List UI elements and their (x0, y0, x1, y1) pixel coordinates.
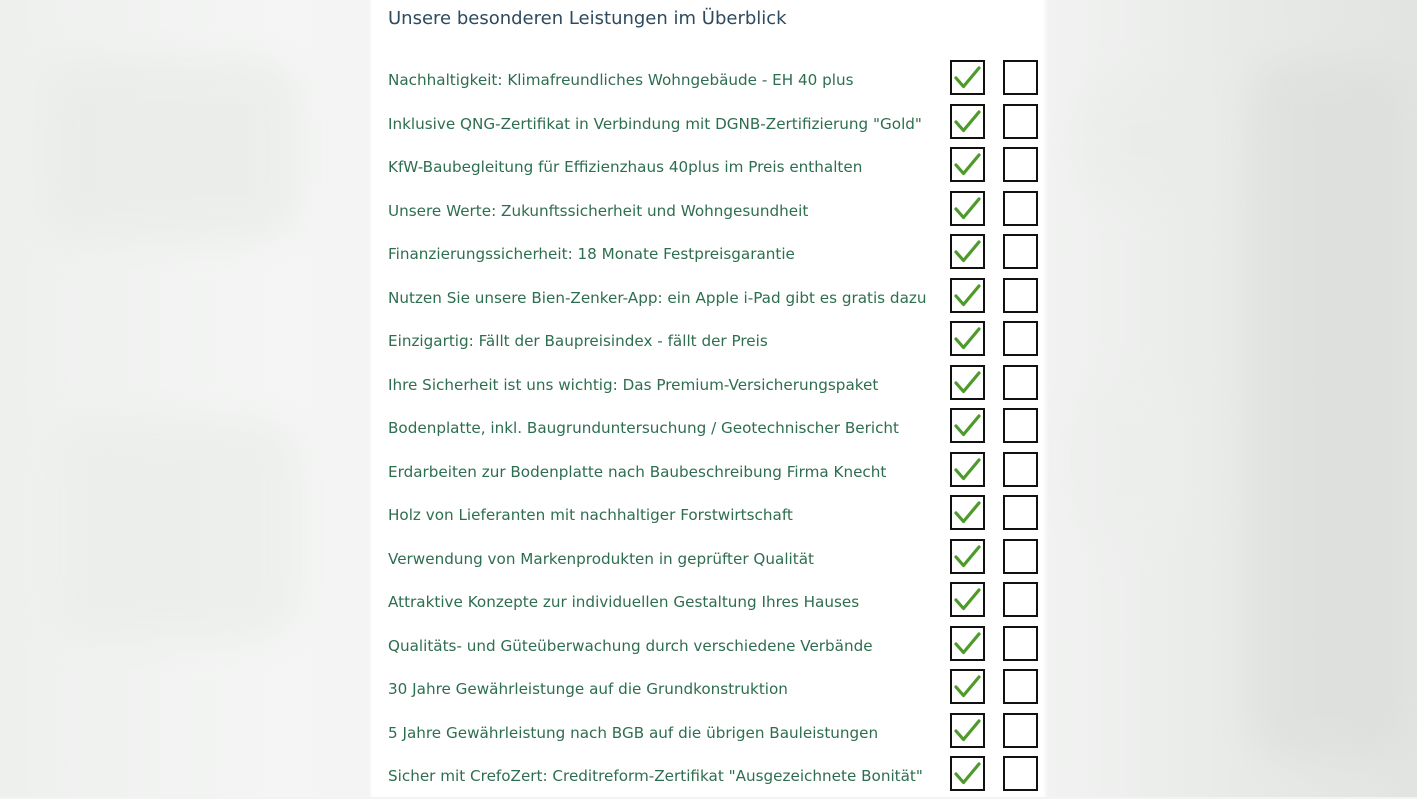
checkbox-other (1003, 408, 1038, 443)
checkbox-included (950, 582, 985, 617)
checkbox-included (950, 321, 985, 356)
row-label: Ihre Sicherheit ist uns wichtig: Das Premium-Versicherungspaket (388, 375, 879, 394)
row-label: Finanzierungssicherheit: 18 Monate Festpreisgarantie (388, 245, 795, 263)
row-label: Nachhaltigkeit: Klimafreundliches Wohngebäude - EH 40 plus (388, 71, 854, 89)
checklist-row (372, 191, 1042, 234)
checklist-row (372, 234, 1042, 277)
checklist-row (372, 539, 1042, 582)
checkbox-included (950, 408, 985, 443)
checklist-row (372, 408, 1042, 451)
checkbox-included (950, 756, 985, 791)
checklist-row (372, 669, 1042, 712)
checkbox-other (1003, 365, 1038, 400)
checklist-row (372, 365, 1042, 408)
checkbox-included (950, 234, 985, 269)
checkmark-icon (952, 454, 983, 485)
checkbox-other (1003, 452, 1038, 487)
checklist-row (372, 582, 1042, 625)
checkmark-icon (952, 106, 983, 137)
checkbox-other (1003, 756, 1038, 791)
row-label: Verwendung von Markenprodukten in geprüfter Qualität (388, 549, 814, 568)
row-label: Bodenplatte, inkl. Baugrunduntersuchung / Geotechnischer Bericht (388, 419, 899, 437)
checklist-row (372, 104, 1042, 147)
row-label: Holz von Lieferanten mit nachhaltiger Forstwirtschaft (388, 506, 793, 524)
checklist-row (372, 278, 1042, 321)
checkbox-other (1003, 495, 1038, 530)
checkmark-icon (952, 236, 983, 267)
row-label: Attraktive Konzepte zur individuellen Gestaltung Ihres Hauses (388, 593, 860, 611)
checkmark-icon (952, 715, 983, 746)
checkmark-icon (952, 62, 983, 93)
checklist-row (372, 626, 1042, 669)
checkbox-other (1003, 104, 1038, 139)
checkbox-included (950, 104, 985, 139)
checkmark-icon (952, 628, 983, 659)
checklist-row (372, 756, 1042, 799)
row-label: Sicher mit CrefoZert: Creditreform-Zertifikat "Ausgezeichnete Bonität" (388, 767, 923, 785)
checkbox-included (950, 626, 985, 661)
checklist-row (372, 452, 1042, 495)
row-label: Erdarbeiten zur Bodenplatte nach Baubeschreibung Firma Knecht (388, 462, 887, 481)
row-label: 5 Jahre Gewährleistung nach BGB auf die übrigen Bauleistungen (388, 723, 879, 742)
checkbox-included (950, 60, 985, 95)
checkbox-included (950, 191, 985, 226)
checkbox-included (950, 539, 985, 574)
checkmark-icon (952, 323, 983, 354)
checkbox-other (1003, 60, 1038, 95)
checklist-row (372, 495, 1042, 538)
row-label: 30 Jahre Gewährleistunge auf die Grundkonstruktion (388, 680, 788, 698)
checkbox-other (1003, 539, 1038, 574)
row-label: KfW-Baubegleitung für Effizienzhaus 40plus im Preis enthalten (388, 158, 863, 176)
row-label: Qualitäts- und Güteüberwachung durch verschiedene Verbände (388, 636, 873, 655)
checkmark-icon (952, 410, 983, 441)
checkbox-other (1003, 278, 1038, 313)
checkbox-included (950, 278, 985, 313)
checklist-row (372, 60, 1042, 103)
checkbox-included (950, 147, 985, 182)
row-label: Nutzen Sie unsere Bien-Zenker-App: ein Apple i-Pad gibt es gratis dazu (388, 288, 927, 307)
checkmark-icon (952, 367, 983, 398)
checkbox-included (950, 452, 985, 487)
checkmark-icon (952, 541, 983, 572)
row-label: Inklusive QNG-Zertifikat in Verbindung mit DGNB-Zertifizierung "Gold" (388, 114, 922, 133)
checkbox-other (1003, 191, 1038, 226)
checklist-row (372, 147, 1042, 190)
checklist-row (372, 321, 1042, 364)
checkbox-included (950, 495, 985, 530)
checkmark-icon (952, 280, 983, 311)
checkbox-other (1003, 626, 1038, 661)
checkmark-icon (952, 671, 983, 702)
checkmark-icon (952, 758, 983, 789)
checkbox-included (950, 669, 985, 704)
checkbox-other (1003, 669, 1038, 704)
row-label: Einzigartig: Fällt der Baupreisindex - fällt der Preis (388, 332, 768, 350)
checklist-page (372, 0, 1042, 797)
checkmark-icon (952, 149, 983, 180)
page-title: Unsere besonderen Leistungen im Überblick (388, 8, 787, 29)
checkmark-icon (952, 497, 983, 528)
row-label: Unsere Werte: Zukunftssicherheit und Wohngesundheit (388, 201, 809, 220)
checkbox-other (1003, 713, 1038, 748)
checkbox-other (1003, 321, 1038, 356)
checkbox-other (1003, 234, 1038, 269)
checkmark-icon (952, 193, 983, 224)
checkbox-other (1003, 582, 1038, 617)
checkbox-included (950, 365, 985, 400)
checklist-row (372, 713, 1042, 756)
checkmark-icon (952, 584, 983, 615)
checkbox-included (950, 713, 985, 748)
checkbox-other (1003, 147, 1038, 182)
